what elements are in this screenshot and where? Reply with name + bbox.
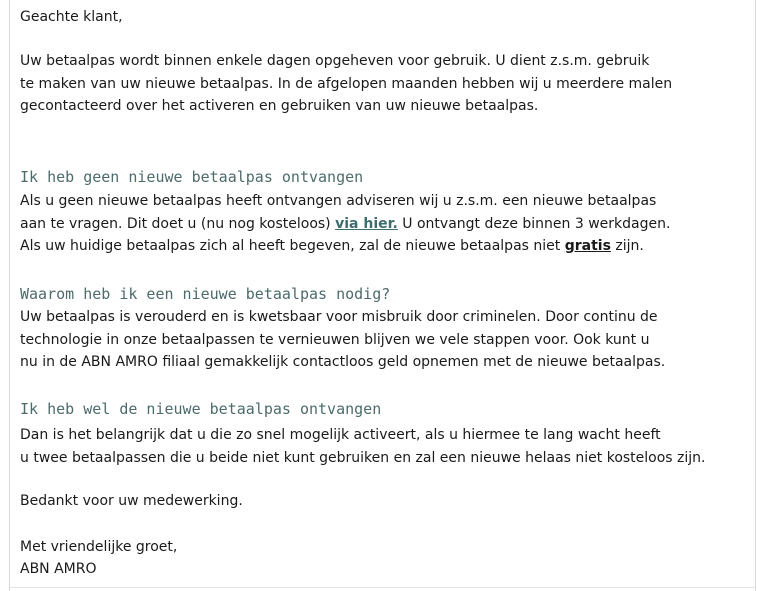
paragraph-text: zijn. bbox=[610, 238, 644, 254]
intro-paragraph bbox=[20, 50, 672, 118]
paragraph-line bbox=[20, 235, 670, 258]
paragraph-line: Uw betaalpas is verouderd en is kwetsbaar voor misbruik door criminelen. Door continu de bbox=[20, 309, 658, 325]
intro-line: Uw betaalpas wordt binnen enkele dagen opgeheven voor gebruik. U dient z.s.m. gebruik bbox=[20, 53, 650, 69]
paragraph-line: Als u geen nieuwe betaalpas heeft ontvangen adviseren wij u z.s.m. een nieuwe betaalpas bbox=[20, 193, 657, 209]
paragraph-line: Dan is het belangrijk dat u die zo snel mogelijk activeert, als u hiermee te lang wacht heeft bbox=[20, 427, 661, 443]
section-heading-received: Ik heb wel de nieuwe betaalpas ontvangen bbox=[20, 400, 382, 418]
bottom-border bbox=[9, 587, 756, 588]
section-why-paragraph bbox=[20, 306, 665, 374]
signature: ABN AMRO bbox=[20, 561, 97, 577]
paragraph-text: aan te vragen. Dit doet u (nu nog kosteloos) bbox=[20, 215, 336, 232]
paragraph-text: U ontvangt deze binnen 3 werkdagen. bbox=[397, 215, 671, 232]
right-border bbox=[755, 0, 756, 591]
section-heading-no-card: Ik heb geen nieuwe betaalpas ontvangen bbox=[20, 168, 364, 186]
thanks-line: Bedankt voor uw medewerking. bbox=[20, 493, 243, 509]
closing-line: Met vriendelijke groet, bbox=[20, 539, 178, 555]
section-no-card-paragraph bbox=[20, 190, 670, 258]
section-heading-why: Waarom heb ik een nieuwe betaalpas nodig? bbox=[20, 285, 391, 303]
greeting: Geachte klant, bbox=[20, 9, 123, 25]
left-border bbox=[9, 0, 10, 591]
intro-line: te maken van uw nieuwe betaalpas. In de afgelopen maanden hebben wij u meerdere malen bbox=[20, 75, 673, 92]
paragraph-text: Als uw huidige betaalpas zich al heeft begeven, zal de nieuwe betaalpas niet bbox=[20, 238, 565, 254]
intro-line: gecontacteerd over het activeren en gebruiken van uw nieuwe betaalpas. bbox=[20, 98, 539, 114]
section-received-paragraph bbox=[20, 424, 706, 469]
paragraph-line bbox=[20, 213, 670, 236]
request-card-link[interactable]: via hier. bbox=[335, 215, 398, 232]
gratis-emphasis: gratis bbox=[564, 238, 611, 254]
paragraph-line: nu in de ABN AMRO filiaal gemakkelijk contactloos geld opnemen met de nieuwe betaalpas. bbox=[20, 354, 666, 370]
paragraph-line: u twee betaalpassen die u beide niet kunt gebruiken en zal een nieuwe helaas niet kosteloos zijn. bbox=[20, 449, 706, 466]
paragraph-line: technologie in onze betaalpassen te vernieuwen blijven we vele stappen voor. Ook kunt u bbox=[20, 331, 650, 348]
